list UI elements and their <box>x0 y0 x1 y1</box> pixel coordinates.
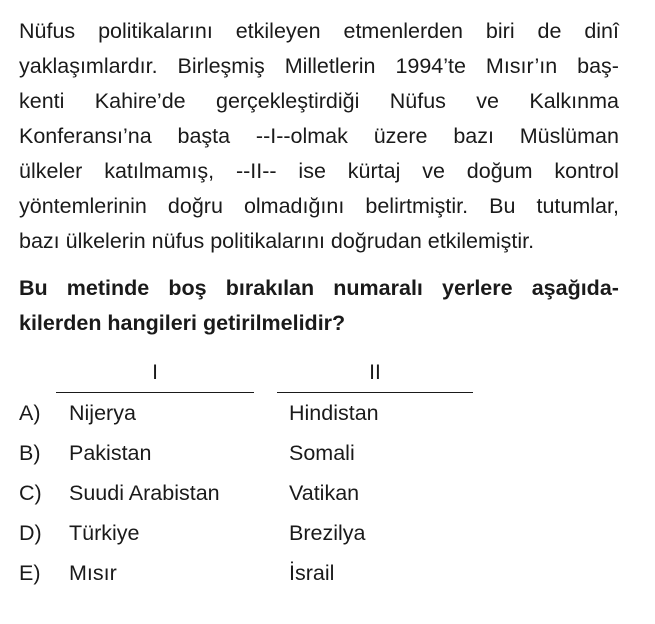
word: dinî <box>584 19 619 43</box>
word: Kahire’de <box>94 89 186 113</box>
passage-line-6 <box>19 189 619 224</box>
passage-line-7 <box>19 224 619 259</box>
option-col-ii: Somali <box>289 441 355 465</box>
passage-line-1 <box>19 14 619 49</box>
word: üzere <box>373 124 428 148</box>
word: katılmamış, <box>104 159 215 183</box>
option-col-i: Mısır <box>69 561 117 585</box>
word: tutumlar, <box>536 194 619 218</box>
option-col-ii: Vatikan <box>289 481 360 505</box>
passage-text <box>19 14 619 259</box>
word: doğru <box>167 194 223 218</box>
word: Nüfus <box>389 89 446 113</box>
word: ve <box>422 159 445 183</box>
word: 1994’te <box>395 54 466 78</box>
option-a[interactable] <box>19 398 579 428</box>
word: yaklaşımlardır. <box>19 54 158 78</box>
word: kontrol <box>554 159 619 183</box>
question-line-2 <box>19 306 619 341</box>
word: baş- <box>577 54 619 78</box>
word: ise <box>298 159 326 183</box>
word: numaralı <box>333 276 423 300</box>
word: biri <box>485 19 515 43</box>
word: gerçekleştirdiği <box>215 89 360 113</box>
passage-line-4 <box>19 119 619 154</box>
passage-line-3 <box>19 84 619 119</box>
passage-line-5 <box>19 154 619 189</box>
word: Bu <box>489 194 516 218</box>
word: Müslüman <box>519 124 619 148</box>
option-letter: A) <box>19 401 41 425</box>
option-col-ii: İsrail <box>289 561 335 585</box>
option-b[interactable] <box>19 438 579 468</box>
blank-i: --I--olmak <box>255 124 348 148</box>
word: kenti <box>19 89 65 113</box>
word: Kalkınma <box>529 89 619 113</box>
word: metinde <box>66 276 150 300</box>
option-e[interactable] <box>19 558 579 588</box>
word: başta <box>177 124 231 148</box>
column-ii-underline <box>277 392 473 393</box>
word: politikalarını <box>98 19 213 43</box>
question-line-1 <box>19 271 619 306</box>
option-col-ii: Brezilya <box>289 521 366 545</box>
word: bırakılan <box>225 276 315 300</box>
word: Birleşmiş <box>177 54 265 78</box>
word: yerlere <box>442 276 513 300</box>
blank-ii: --II-- <box>235 159 277 183</box>
word: Bu <box>19 276 48 300</box>
option-letter: D) <box>19 521 42 545</box>
column-i-underline <box>56 392 254 393</box>
word: bazı <box>453 124 494 148</box>
word: yöntemlerinin <box>19 194 147 218</box>
word: belirtmiştir. <box>365 194 469 218</box>
option-col-i: Nijerya <box>69 401 136 425</box>
word: ülkeler <box>19 159 83 183</box>
word: aşağıda- <box>531 276 619 300</box>
option-col-i: Suudi Arabistan <box>69 481 220 505</box>
word: etkileyen <box>235 19 321 43</box>
word: de <box>537 19 562 43</box>
word: Nüfus <box>19 19 76 43</box>
option-col-i: Pakistan <box>69 441 152 465</box>
option-letter: C) <box>19 481 42 505</box>
option-letter: B) <box>19 441 41 465</box>
line-text: kilerden hangileri getirilmelidir? <box>19 311 346 335</box>
option-c[interactable] <box>19 478 579 508</box>
word: ve <box>476 89 499 113</box>
word: etmenlerden <box>343 19 464 43</box>
passage-line-2 <box>19 49 619 84</box>
word: boş <box>168 276 207 300</box>
column-header-ii: II <box>369 361 381 384</box>
word: olmadığını <box>243 194 345 218</box>
option-letter: E) <box>19 561 41 585</box>
word: Konferansı’na <box>19 124 152 148</box>
line-text: bazı ülkelerin nüfus politikalarını doğrudan etkilemiştir. <box>19 229 535 253</box>
word: doğum <box>466 159 533 183</box>
option-col-ii: Hindistan <box>289 401 379 425</box>
word: kürtaj <box>347 159 401 183</box>
option-col-i: Türkiye <box>69 521 140 545</box>
question-stem <box>19 271 619 341</box>
option-d[interactable] <box>19 518 579 548</box>
word: Mısır’ın <box>485 54 558 78</box>
word: Milletlerin <box>284 54 376 78</box>
column-header-i: I <box>152 361 158 384</box>
